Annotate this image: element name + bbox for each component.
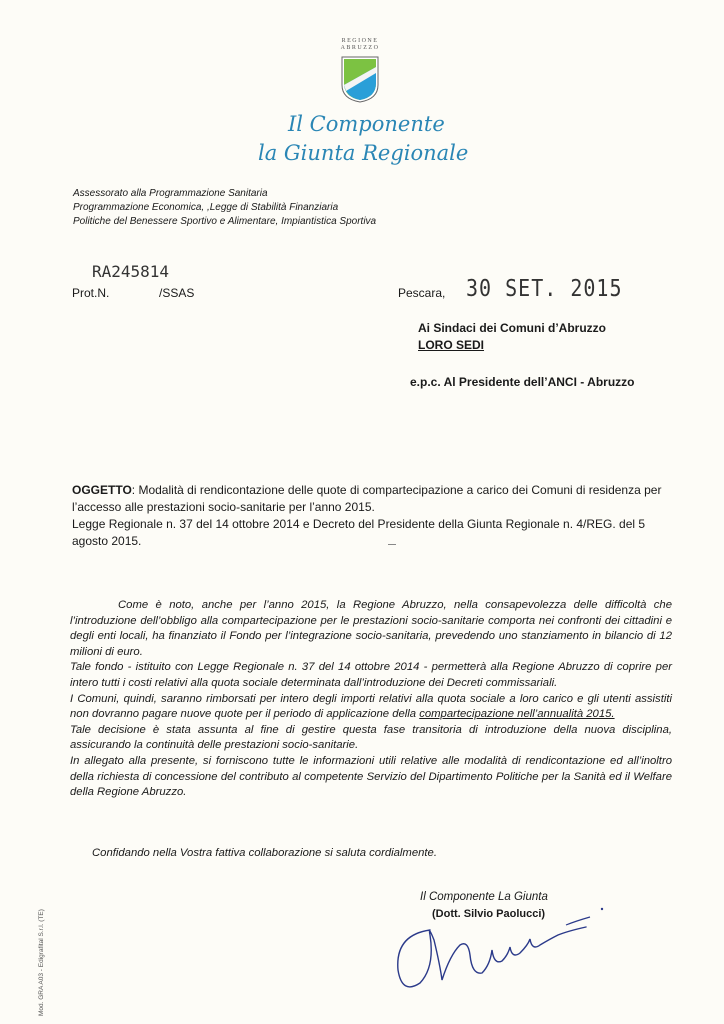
body-paragraph-3-text: I Comuni, quindi, saranno rimborsati per intero degli importi relativi alla quota sociale a loro carico e gli utenti assistiti non dovranno pagare nuove quote per il periodo di applicazione della	[70, 692, 672, 721]
body-paragraph-3	[70, 692, 672, 723]
printer-side-note: Mod. GRA A03 - Edigrafital S.r.l. (TE)	[38, 909, 45, 1016]
date-stamp: 30 SET. 2015	[466, 274, 623, 302]
office-block	[73, 187, 533, 229]
stray-mark	[388, 544, 396, 545]
subject-label: OGGETTO	[72, 483, 132, 497]
closing-line: Confidando nella Vostra fattiva collaborazione si saluta cordialmente.	[92, 847, 437, 859]
region-logo-text-line2: ABRUZZO	[340, 45, 380, 51]
region-abruzzo-logo	[340, 55, 380, 103]
title-line1: Il Componente	[288, 112, 445, 136]
protocol-handwritten-number: RA245814	[92, 262, 170, 281]
body-paragraph-1: Come è noto, anche per l’anno 2015, la Regione Abruzzo, nella consapevolezza delle difficoltà che l’introduzione dell’obbligo alla compartecipazione per le prestazioni socio-sanitarie comporta nei confronti dei cittadini e degli enti locali, ha finanziato il Fondo per l’integrazione socio-sanitaria, prevedendo uno stanziamento in bilancio di 12 milioni di euro.	[70, 599, 672, 658]
body-paragraph-4: Tale decisione è stata assunta al fine di gestire questa fase transitoria di introduzione della nuova disciplina, assicurando la continuità delle prestazioni socio-sanitarie.	[70, 723, 672, 752]
body-paragraph-5: In allegato alla presente, si forniscono tutte le informazioni utili relative alle modalità di rendicontazione ed all’inoltro della richiesta di concessione del contributo al competente Servizio del Dipartimento Politiche per la Sanità ed il Welfare della Regione Abruzzo.	[70, 754, 672, 799]
protocol-label: Prot.N.	[72, 286, 110, 300]
subject-text-2: Legge Regionale n. 37 del 14 ottobre 2014 e Decreto del Presidente della Giunta Regionale n. 4/REG. del 5 agosto 2015.	[72, 517, 646, 548]
office-line-1: Assessorato alla Programmazione Sanitaria	[73, 188, 268, 199]
handwritten-signature	[390, 895, 620, 995]
recipient-line-3: e.p.c. Al Presidente dell’ANCI - Abruzzo	[410, 375, 635, 389]
body-paragraph-3-underlined: compartecipazione nell’annualità 2015.	[419, 708, 615, 721]
office-line-2: Programmazione Economica, ,Legge di Stabilità Finanziaria	[73, 202, 339, 213]
letter-body	[70, 598, 672, 801]
signatory-role: Il Componente La Giunta	[420, 891, 548, 903]
title-line2: la Giunta Regionale	[258, 141, 469, 165]
subject-text: : Modalità di rendicontazione delle quote di compartecipazione a carico dei Comuni di residenza per l’accesso alle prestazioni socio-sanitarie per l’anno 2015.	[72, 483, 662, 514]
office-line-3: Politiche del Benessere Sportivo e Alimentare, Impiantistica Sportiva	[73, 216, 377, 227]
recipient-line-2: LORO SEDI	[418, 338, 485, 352]
subject-block	[72, 482, 674, 550]
signatory-name: (Dott. Silvio Paolucci)	[432, 908, 546, 920]
region-logo-text	[320, 38, 400, 52]
region-logo-text-line1: REGIONE	[341, 38, 379, 44]
protocol-suffix: /SSAS	[159, 286, 195, 300]
body-paragraph-2: Tale fondo - istituito con Legge Regionale n. 37 del 14 ottobre 2014 - permetterà alla Regione Abruzzo di coprire per intero tutti i costi relativi alla quota sociale determinata dall’introduzione dei Decreti commissariali.	[70, 661, 672, 689]
place-label: Pescara,	[398, 286, 446, 300]
recipient-line-1: Ai Sindaci dei Comuni d’Abruzzo	[418, 321, 607, 335]
